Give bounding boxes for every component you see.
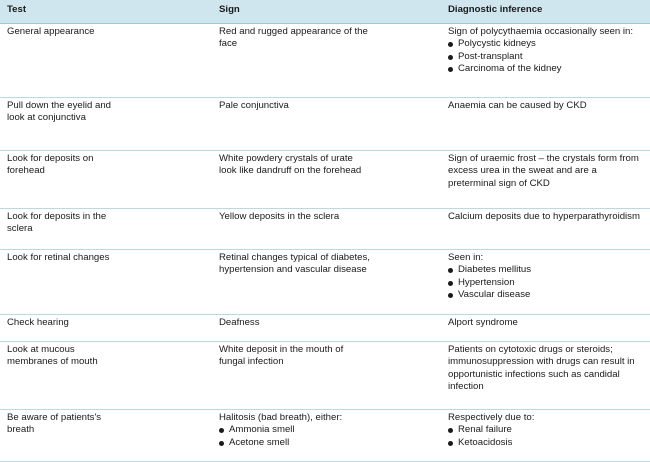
header-inference: Diagnostic inference <box>441 0 650 24</box>
inference-cell <box>441 250 650 315</box>
test-cell: Pull down the eyelid and look at conjunctiva <box>0 98 212 151</box>
inference-cell <box>441 24 650 98</box>
table-row <box>0 151 650 209</box>
list-item: Renal failure <box>448 424 644 436</box>
table-row <box>0 342 650 410</box>
table-row <box>0 24 650 98</box>
sign-cell: Red and rugged appearance of the face <box>212 24 441 98</box>
inference-text: Sign of polycythaemia occasionally seen in: <box>448 26 634 37</box>
sign-list <box>219 424 371 449</box>
test-cell: Look at mucous membranes of mouth <box>0 342 212 410</box>
sign-cell <box>212 410 441 462</box>
table-row <box>0 98 650 151</box>
list-item: Acetone smell <box>219 437 371 449</box>
header-test: Test <box>0 0 212 24</box>
test-cell: Be aware of patients's breath <box>0 410 212 462</box>
inference-cell: Sign of uraemic frost – the crystals form from excess urea in the sweat and are a preterminal sign of CKD <box>441 151 650 209</box>
table-row <box>0 410 650 462</box>
test-cell: Look for deposits on forehead <box>0 151 212 209</box>
inference-list <box>448 38 644 75</box>
table-row <box>0 250 650 315</box>
inference-cell <box>441 410 650 462</box>
list-item: Post-transplant <box>448 51 644 63</box>
list-item: Diabetes mellitus <box>448 264 644 276</box>
sign-cell: Yellow deposits in the sclera <box>212 209 441 250</box>
table-row <box>0 209 650 250</box>
list-item: Vascular disease <box>448 289 644 301</box>
list-item: Ammonia smell <box>219 424 371 436</box>
test-cell: Look for deposits in the sclera <box>0 209 212 250</box>
inference-text: Seen in: <box>448 252 484 263</box>
inference-list <box>448 264 644 301</box>
list-item: Carcinoma of the kidney <box>448 63 644 75</box>
table-row <box>0 315 650 342</box>
inference-cell: Anaemia can be caused by CKD <box>441 98 650 151</box>
list-item: Ketoacidosis <box>448 437 644 449</box>
list-item: Polycystic kidneys <box>448 38 644 50</box>
inference-cell: Patients on cytotoxic drugs or steroids; immunosuppression with drugs can result in opportunistic infections such as candidal infection <box>441 342 650 410</box>
list-item: Hypertension <box>448 277 644 289</box>
test-cell: Look for retinal changes <box>0 250 212 315</box>
sign-cell: Retinal changes typical of diabetes, hypertension and vascular disease <box>212 250 441 315</box>
test-cell: General appearance <box>0 24 212 98</box>
sign-cell: Deafness <box>212 315 441 342</box>
header-sign: Sign <box>212 0 441 24</box>
header-row <box>0 0 650 24</box>
inference-cell: Calcium deposits due to hyperparathyroidism <box>441 209 650 250</box>
inference-list <box>448 424 644 449</box>
inference-text: Respectively due to: <box>448 412 535 423</box>
sign-cell: White deposit in the mouth of fungal infection <box>212 342 441 410</box>
sign-text: Halitosis (bad breath), either: <box>219 412 343 423</box>
sign-cell: White powdery crystals of urate look like dandruff on the forehead <box>212 151 441 209</box>
inference-cell: Alport syndrome <box>441 315 650 342</box>
test-cell: Check hearing <box>0 315 212 342</box>
sign-cell: Pale conjunctiva <box>212 98 441 151</box>
